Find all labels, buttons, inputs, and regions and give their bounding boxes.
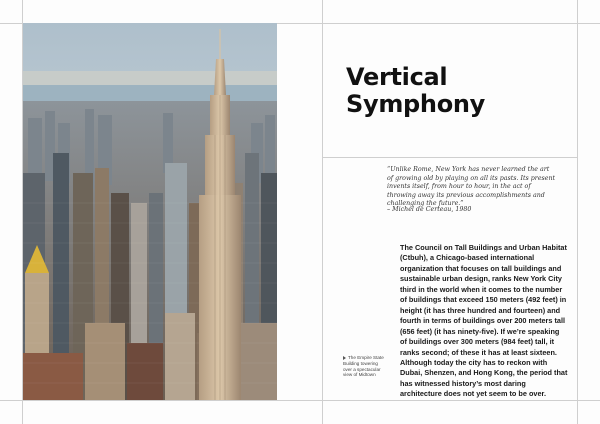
title-line-1: Vertical bbox=[346, 63, 448, 91]
caption-text: The Empire State Building towering over a spectacular view of Midtown bbox=[343, 355, 384, 378]
caption-arrow-icon bbox=[343, 356, 346, 360]
section-divider bbox=[322, 157, 578, 158]
page-title bbox=[346, 64, 485, 118]
body-paragraph: The Council on Tall Buildings and Urban Habitat (Ctbuh), a Chicago-based international organization that focuses on tall buildings and sustainable urban design, ranks New York City third in the world when it comes to the number of buildings that exceed 150 meters (492 feet) in height (it has three hundred and fourteen) and fourth in terms of buildings over 200 meters tall (656 feet) (it has ninety-five). If we’re speaking of buildings over 300 meters (984 feet) tall, it ranks second; of these it has at least sixteen. Although today the city has to reckon with Dubai, Shenzen, and Hong Kong, the period that has witnessed history’s most daring architecture does not yet seem to be over. bbox=[400, 243, 568, 399]
title-line-2: Symphony bbox=[346, 90, 486, 118]
frame-line-bottom bbox=[0, 400, 600, 401]
frame-line-gutter bbox=[322, 0, 323, 424]
skyline-illustration bbox=[23, 23, 277, 400]
epigraph-author: – Michel de Certeau, 1980 bbox=[387, 206, 472, 213]
skyline-photo bbox=[23, 23, 277, 400]
epigraph-quote: “Unlike Rome, New York has never learned the art of growing old by playing on all its pasts. Its present invents itself, from hour to hour, in the act of throwing away its previous accomplishments and challenging the future.” bbox=[387, 166, 556, 208]
frame-line-right bbox=[577, 0, 578, 424]
photo-caption bbox=[343, 355, 388, 378]
